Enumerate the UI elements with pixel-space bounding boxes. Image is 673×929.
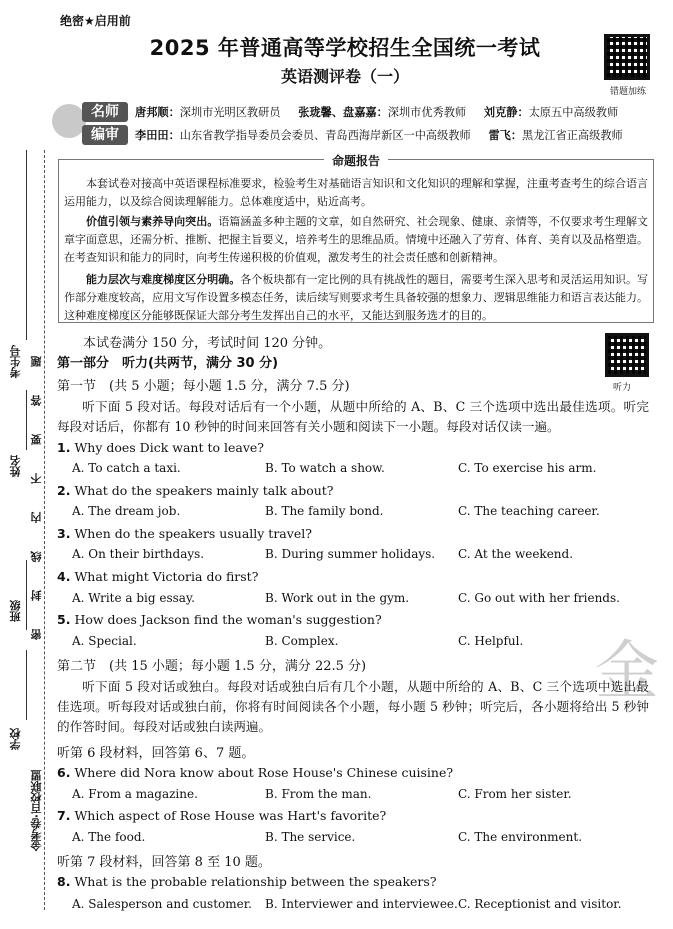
class-line bbox=[26, 560, 27, 630]
question-number: 8. bbox=[57, 874, 71, 889]
report-heading bbox=[58, 152, 654, 169]
question-text: Which aspect of Rose House was Hart's favorite? bbox=[74, 808, 387, 823]
name-line bbox=[26, 390, 27, 450]
report-paragraph bbox=[64, 213, 648, 267]
name-label: 姓名 bbox=[9, 455, 22, 477]
exam-no-line bbox=[26, 150, 27, 340]
option-c[interactable]: C. From her sister. bbox=[458, 787, 572, 801]
teacher-name: 张珑馨、盘嘉嘉： bbox=[298, 106, 388, 119]
part-1-heading: 第一部分 听力(共两节，满分 30 分) bbox=[57, 356, 279, 371]
option-c[interactable]: C. At the weekend. bbox=[458, 547, 574, 561]
badge-bottom: 编审 bbox=[82, 125, 128, 145]
mascot-icon bbox=[52, 104, 86, 138]
qr-caption-listening: 听力 bbox=[613, 383, 632, 393]
option-a[interactable]: A. The dream job. bbox=[72, 504, 181, 518]
teacher-desc: 山东省教学指导委员会委员、青岛西海岸新区一中高级教师 bbox=[179, 129, 471, 142]
teacher-desc: 黑龙江省正高级教师 bbox=[522, 129, 623, 142]
listening-qr-icon[interactable] bbox=[605, 333, 649, 377]
school-line bbox=[26, 650, 27, 720]
teacher-row-2 bbox=[135, 127, 623, 143]
report-lead: 价值引领与素养导向突出。 bbox=[86, 215, 219, 228]
watermark-stamp: 金 bbox=[595, 635, 659, 709]
qr-caption-practice: 错题加练 bbox=[609, 87, 646, 97]
option-c[interactable]: C. Receptionist and visitor. bbox=[458, 897, 622, 911]
question-4 bbox=[57, 569, 258, 584]
section-2-instruction: 听下面 5 段对话或独白。每段对话或独白后有几个小题，从题中所给的 A、B、C 三个选项中选出最佳选项。听每段对话或独白前，你将有时间阅读各个小题，每小题 5 秒钟；听完后，各小题将给出 5 秒钟的作答时间。每段对话或独白读两遍。 bbox=[57, 679, 649, 734]
no-answer-warning: 密封线内不要答题 bbox=[30, 328, 43, 640]
question-2 bbox=[57, 483, 334, 498]
option-c[interactable]: C. The environment. bbox=[458, 830, 583, 844]
option-b[interactable]: B. During summer holidays. bbox=[265, 547, 436, 561]
question-text: When do the speakers usually travel? bbox=[74, 526, 312, 541]
option-a[interactable]: A. From a magazine. bbox=[72, 787, 198, 801]
question-text: How does Jackson find the woman's suggestion? bbox=[74, 612, 382, 627]
option-b[interactable]: B. Interviewer and interviewee. bbox=[265, 897, 458, 911]
question-number: 7. bbox=[57, 808, 71, 823]
report-paragraph: 本套试卷对接高中英语课程标准要求，检验考生对基础语言知识和文化知识的理解和掌握，注重考查考生的综合语言运用能力，以及综合阅读理解能力。总体难度适中，贴近高考。 bbox=[64, 177, 648, 208]
option-a[interactable]: A. Special. bbox=[72, 634, 137, 648]
report-body: 语篇涵盖多种主题的文章，如自然研究、社会现象、健康、亲情等，不仅要求考生理解文章字面意思，还需分析、推断、把握主旨要义，培养考生的思维品质。情境中还融入了劳育、体育、美育以及品格塑造。在考查知识和能力的同时，向考生传递积极的价值观，激发考生的社会责任感和创新精神。 bbox=[64, 215, 649, 264]
option-a[interactable]: A. Write a big essay. bbox=[72, 591, 195, 605]
question-text: Why does Dick want to leave? bbox=[74, 440, 264, 455]
teacher-desc: 深圳市光明区教研员 bbox=[179, 106, 281, 119]
question-number: 2. bbox=[57, 483, 71, 498]
section-2-heading: 第二节 (共 15 小题；每小题 1.5 分，满分 22.5 分) bbox=[57, 659, 367, 674]
teacher-desc: 太原五中高级教师 bbox=[528, 106, 619, 119]
question-number: 5. bbox=[57, 612, 71, 627]
brand-label: 金考卷·百校联盟 bbox=[30, 770, 43, 852]
question-8 bbox=[57, 874, 437, 889]
material-6-note: 听第 6 段材料，回答第 6、7 题。 bbox=[57, 746, 255, 761]
question-1 bbox=[57, 440, 264, 455]
option-c[interactable]: C. The teaching career. bbox=[458, 504, 600, 518]
teacher-name: 刘克静： bbox=[483, 106, 529, 119]
exam-no-label: 考生号 bbox=[9, 345, 22, 378]
question-number: 3. bbox=[57, 526, 71, 541]
question-number: 1. bbox=[57, 440, 71, 455]
teacher-badge bbox=[52, 100, 132, 148]
question-text: Where did Nora know about Rose House's Chinese cuisine? bbox=[74, 765, 454, 780]
section-1-heading: 第一节 (共 5 小题；每小题 1.5 分，满分 7.5 分) bbox=[57, 379, 350, 394]
option-c[interactable]: C. Helpful. bbox=[458, 634, 524, 648]
confidential-label: 绝密★启用前 bbox=[60, 14, 131, 28]
report-body: 各个板块都有一定比例的具有挑战性的题目，需要考生深入思考和灵活运用知识。写作部分难度较高，应用文写作设置多模态任务，读后续写则要求考生具备较强的想象力、逻辑思维能力和语言表达能力。这种难度梯度区分能够既保证大部分考生发挥出自己的水平，又能达到服务选才的目的。 bbox=[64, 273, 648, 322]
option-b[interactable]: B. From the man. bbox=[265, 787, 372, 801]
question-number: 6. bbox=[57, 765, 71, 780]
teacher-name: 李田田： bbox=[135, 129, 180, 142]
exam-title: 2025 年普通高等学校招生全国统一考试 bbox=[149, 36, 541, 60]
badge-top: 名师 bbox=[82, 102, 128, 122]
teacher-row-1 bbox=[135, 104, 618, 120]
class-label: 班级 bbox=[9, 600, 22, 622]
question-7 bbox=[57, 808, 386, 823]
teacher-name: 雷飞： bbox=[488, 129, 523, 142]
exam-subtitle: 英语测评卷（一） bbox=[280, 67, 409, 86]
option-a[interactable]: A. The food. bbox=[72, 830, 146, 844]
option-b[interactable]: B. The service. bbox=[265, 830, 356, 844]
question-3 bbox=[57, 526, 312, 541]
option-c[interactable]: C. Go out with her friends. bbox=[458, 591, 620, 605]
school-label: 学校 bbox=[9, 728, 22, 750]
question-text: What is the probable relationship between the speakers? bbox=[74, 874, 437, 889]
teacher-desc: 深圳市优秀教师 bbox=[387, 106, 467, 119]
option-b[interactable]: B. To watch a show. bbox=[265, 461, 385, 475]
question-text: What might Victoria do first? bbox=[74, 569, 259, 584]
question-5 bbox=[57, 612, 382, 627]
question-number: 4. bbox=[57, 569, 71, 584]
report-paragraph bbox=[64, 271, 648, 325]
section-1-instruction: 听下面 5 段对话。每段对话后有一个小题，从题中所给的 A、B、C 三个选项中选出最佳选项。听完每段对话后，你都有 10 秒钟的时间来回答有关小题和阅读下一小题。每段对话仅读一遍。 bbox=[57, 399, 649, 434]
option-c[interactable]: C. To exercise his arm. bbox=[458, 461, 597, 475]
option-a[interactable]: A. Salesperson and customer. bbox=[72, 897, 252, 911]
option-a[interactable]: A. To catch a taxi. bbox=[72, 461, 181, 475]
material-7-note: 听第 7 段材料，回答第 8 至 10 题。 bbox=[57, 855, 271, 870]
option-b[interactable]: B. Complex. bbox=[265, 634, 339, 648]
question-6 bbox=[57, 765, 453, 780]
question-text: What do the speakers mainly talk about? bbox=[74, 483, 334, 498]
option-b[interactable]: B. The family bond. bbox=[265, 504, 384, 518]
option-b[interactable]: B. Work out in the gym. bbox=[265, 591, 410, 605]
exam-intro: 本试卷满分 150 分，考试时间 120 分钟。 bbox=[83, 336, 332, 351]
teacher-name: 唐邦顺： bbox=[135, 106, 180, 119]
option-a[interactable]: A. On their birthdays. bbox=[72, 547, 205, 561]
report-heading-text: 命题报告 bbox=[324, 154, 388, 168]
qr-code-icon[interactable] bbox=[604, 34, 650, 80]
report-lead: 能力层次与难度梯度区分明确。 bbox=[86, 273, 241, 286]
